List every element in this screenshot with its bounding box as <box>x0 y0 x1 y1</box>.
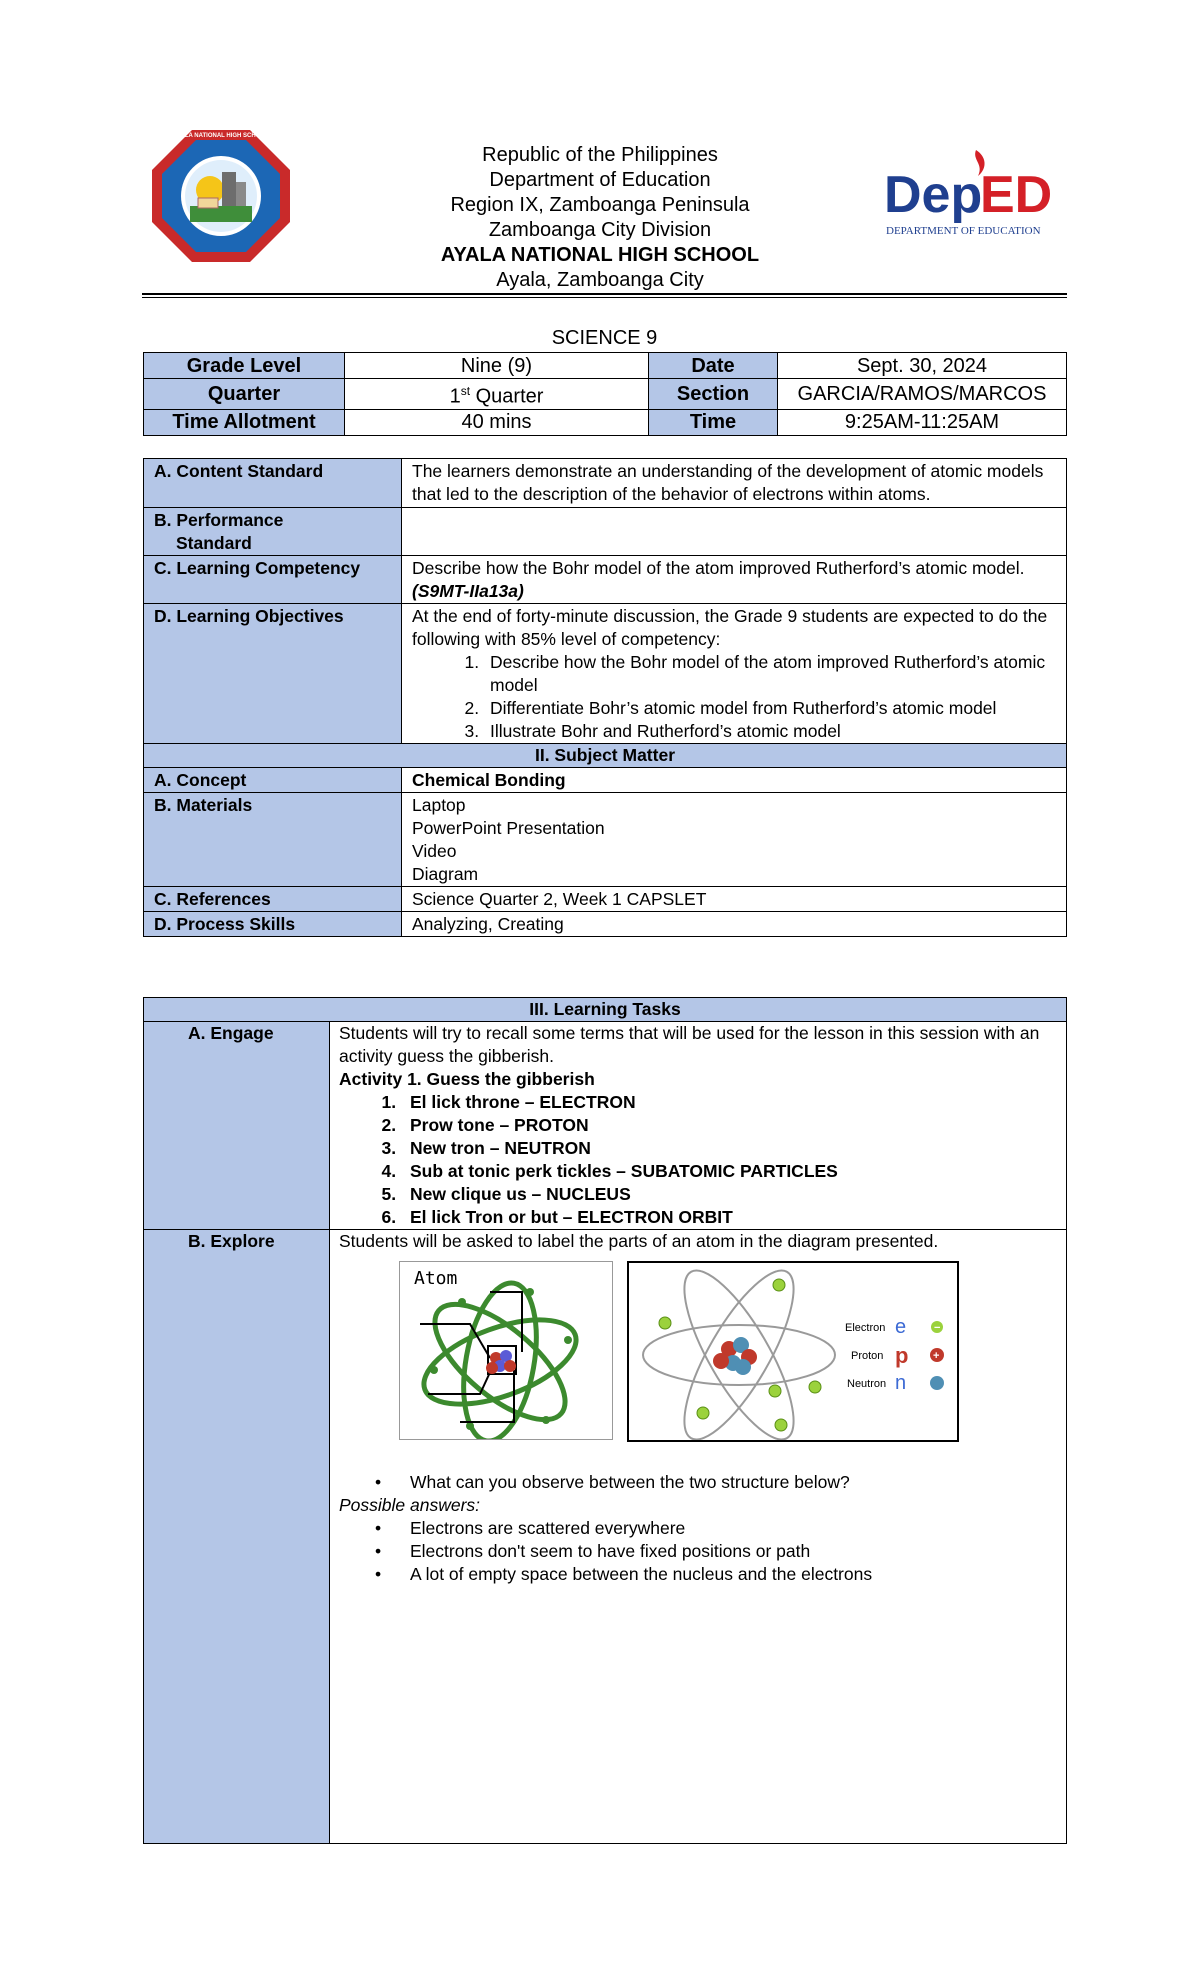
objectives-list <box>412 651 1056 743</box>
list-item: 3. New tron – NEUTRON <box>401 1137 1057 1160</box>
references-label: C. References <box>144 887 402 912</box>
engage-label-cell <box>144 1022 330 1230</box>
table-row <box>144 556 1067 604</box>
school-location: Ayala, Zamboanga City <box>496 269 704 291</box>
explore-intro: Students will be asked to label the parts of an atom in the diagram presented. <box>339 1231 939 1251</box>
quarter-ordinal: st <box>460 384 471 398</box>
deped-logo <box>884 146 1074 246</box>
time-allotment-value: 40 mins <box>345 409 649 435</box>
grade-level-value: Nine (9) <box>345 353 649 379</box>
list-item: 6. El lick Tron or but – ELECTRON ORBIT <box>401 1206 1057 1229</box>
table-row <box>144 744 1067 768</box>
competency-code: (S9MT-IIa13a) <box>412 581 524 601</box>
letterhead <box>360 143 840 293</box>
performance-label-line1: B. Performance <box>154 510 284 530</box>
deped-tagline: DEPARTMENT OF EDUCATION <box>886 225 1041 237</box>
list-item: PowerPoint Presentation <box>412 818 605 838</box>
legend-proton-sign: + <box>933 1350 940 1362</box>
date-value: Sept. 30, 2024 <box>778 353 1067 379</box>
table-row <box>144 353 1067 379</box>
school-name: AYALA NATIONAL HIGH SCHOOL <box>440 244 760 266</box>
concept-value: Chemical Bonding <box>402 768 1067 793</box>
table-row <box>144 1022 1067 1230</box>
grade-level-label: Grade Level <box>144 353 345 379</box>
legend-electron-sign: − <box>934 1322 941 1334</box>
legend-proton-label: Proton <box>851 1350 884 1362</box>
gibberish-list <box>339 1091 1057 1229</box>
list-item: Laptop <box>412 795 466 815</box>
list-item: Video <box>412 841 457 861</box>
table-row <box>144 409 1067 435</box>
list-item: 3. Illustrate Bohr and Rutherford’s atomic model <box>484 720 1056 743</box>
content-standard-label: A. Content Standard <box>144 459 402 508</box>
table-row <box>144 793 1067 887</box>
learning-objectives-cell <box>402 604 1067 744</box>
section-value: GARCIA/RAMOS/MARCOS <box>778 379 1067 410</box>
answers-list <box>339 1517 1057 1586</box>
engage-label: A. Engage <box>188 1023 274 1043</box>
time-label: Time <box>649 409 778 435</box>
performance-label-line2: Standard <box>176 533 252 553</box>
learning-tasks-heading: III. Learning Tasks <box>144 998 1067 1022</box>
explore-label-cell <box>144 1230 330 1844</box>
references-value: Science Quarter 2, Week 1 CAPSLET <box>402 887 1067 912</box>
header-line: Department of Education <box>489 169 711 191</box>
legend-proton-symbol: p <box>895 1343 909 1368</box>
list-item: • What can you observe between the two structure below? <box>401 1471 1057 1494</box>
atom-diagram-title: Atom <box>414 1268 458 1289</box>
list-item: 2. Prow tone – PROTON <box>401 1114 1057 1137</box>
table-row <box>144 459 1067 508</box>
competency-text: Describe how the Bohr model of the atom improved Rutherford’s atomic model. <box>412 558 1025 578</box>
table-row <box>144 604 1067 744</box>
subject-matter-heading: II. Subject Matter <box>144 744 1067 768</box>
lesson-info-table <box>143 352 1067 436</box>
header-rule <box>142 293 1067 295</box>
standards-table <box>143 458 1067 937</box>
question-list <box>339 1471 1057 1494</box>
legend-neutron-label: Neutron <box>847 1378 887 1390</box>
table-row <box>144 1230 1067 1844</box>
performance-standard-label <box>144 508 402 556</box>
legend-electron-symbol: e <box>895 1316 907 1338</box>
legend-neutron-symbol: n <box>895 1372 907 1394</box>
activity-title: Activity 1. Guess the gibberish <box>339 1069 595 1089</box>
list-item: 1. El lick throne – ELECTRON <box>401 1091 1057 1114</box>
list-item: • A lot of empty space between the nucleus and the electrons <box>401 1563 1057 1586</box>
list-item: 2. Differentiate Bohr’s atomic model from Rutherford’s atomic model <box>484 697 1056 720</box>
learning-tasks-table <box>143 997 1067 1844</box>
quarter-word: Quarter <box>470 385 544 408</box>
header-line: Zamboanga City Division <box>488 219 712 241</box>
deped-wordmark: Dep <box>884 166 983 224</box>
learning-competency-label: C. Learning Competency <box>144 556 402 604</box>
header-rule-thin <box>142 297 1067 298</box>
list-item: 1. Describe how the Bohr model of the atom improved Rutherford’s atomic model <box>484 651 1056 697</box>
learning-objectives-label: D. Learning Objectives <box>144 604 402 744</box>
date-label: Date <box>649 353 778 379</box>
atom-diagram-rutherford <box>627 1261 959 1442</box>
deped-wordmark-ed: ED <box>980 166 1053 224</box>
table-row <box>144 887 1067 912</box>
quarter-number: 1 <box>449 385 461 408</box>
legend-electron-label: Electron <box>845 1322 886 1334</box>
atom-diagram-labeling <box>399 1261 613 1440</box>
time-allotment-label: Time Allotment <box>144 409 345 435</box>
section-label: Section <box>649 379 778 410</box>
list-item: 4. Sub at tonic perk tickles – SUBATOMIC PARTICLES <box>401 1160 1057 1183</box>
header-line: Region IX, Zamboanga Peninsula <box>450 194 750 216</box>
table-row <box>144 998 1067 1022</box>
possible-answers-label: Possible answers: <box>339 1495 481 1515</box>
header-line: Republic of the Philippines <box>482 144 718 166</box>
learning-competency-text <box>402 556 1067 604</box>
engage-intro: Students will try to recall some terms that will be used for the lesson in this session with an activity guess the gibberish. <box>339 1023 1040 1066</box>
document-title: SCIENCE 9 <box>551 327 658 349</box>
engage-cell <box>330 1022 1067 1230</box>
list-item: • Electrons don't seem to have fixed positions or path <box>401 1540 1057 1563</box>
table-row <box>144 508 1067 556</box>
table-row <box>144 379 1067 410</box>
concept-label: A. Concept <box>144 768 402 793</box>
content-standard-text: The learners demonstrate an understanding of the development of atomic models that led to the description of the behavior of electrons within atoms. <box>402 459 1067 508</box>
materials-label: B. Materials <box>144 793 402 887</box>
atom-diagrams <box>339 1261 1057 1441</box>
quarter-value <box>345 379 649 410</box>
explore-cell <box>330 1230 1067 1844</box>
table-row <box>144 912 1067 937</box>
objectives-intro: At the end of forty-minute discussion, the Grade 9 students are expected to do the following with 85% level of competency: <box>412 606 1048 649</box>
list-item: • Electrons are scattered everywhere <box>401 1517 1057 1540</box>
process-skills-label: D. Process Skills <box>144 912 402 937</box>
school-logo <box>150 128 292 264</box>
materials-list <box>402 793 1067 887</box>
list-item: Diagram <box>412 864 479 884</box>
performance-standard-text <box>402 508 1067 556</box>
quarter-label: Quarter <box>144 379 345 410</box>
school-logo-text: AYALA NATIONAL HIGH SCHOOL <box>173 133 269 139</box>
time-value: 9:25AM-11:25AM <box>778 409 1067 435</box>
list-item: 5. New clique us – NUCLEUS <box>401 1183 1057 1206</box>
table-row <box>144 768 1067 793</box>
process-skills-value: Analyzing, Creating <box>402 912 1067 937</box>
explore-label: B. Explore <box>188 1231 275 1251</box>
